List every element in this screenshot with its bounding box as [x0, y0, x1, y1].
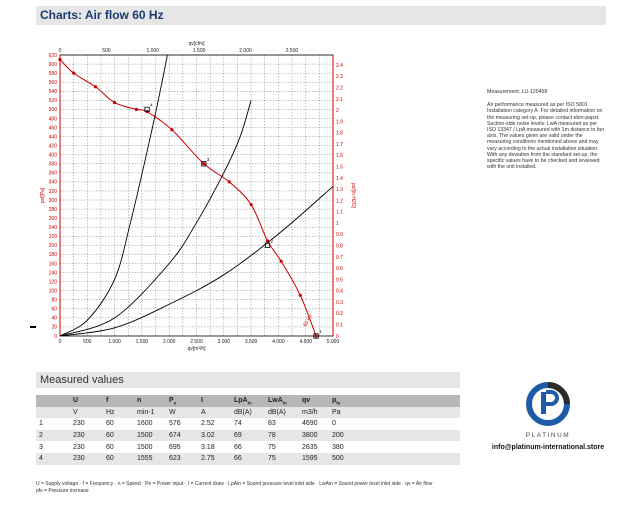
fan-curve-point: [228, 180, 231, 183]
table-cell: 2.52: [201, 420, 215, 428]
header-cell-speed: n: [134, 395, 166, 407]
y-right-tick-label: 1.6: [336, 153, 343, 160]
y-left-tick-label: 580: [48, 70, 57, 77]
fan-curve-point: [202, 162, 205, 165]
y-right-tick-label: 1.5: [336, 164, 343, 171]
x-top-tick-label: 2.000: [239, 48, 252, 54]
y-right-tick-label: 1.2: [336, 198, 343, 205]
chart-section-header: [36, 6, 606, 25]
table-cell: 3: [39, 443, 43, 451]
unit-cell: Hz: [103, 407, 134, 419]
y-right-tick-label: 0.8: [336, 243, 343, 250]
y-left-tick-label: 120: [48, 279, 57, 286]
table-cell: 230: [73, 443, 85, 451]
table-cell: 500: [329, 453, 460, 465]
table-row: [36, 430, 460, 442]
header-cell-lwa: LwA$_{in}$: [265, 395, 299, 407]
platinum-logo: [487, 380, 609, 460]
y-right-tick-label: 1.3: [336, 187, 343, 194]
fan-curve-point: [94, 85, 97, 88]
x-bottom-axis-label: qv[m³/h]: [187, 346, 206, 352]
y-left-tick-label: 220: [48, 234, 57, 241]
fan-curve-point: [299, 294, 302, 297]
y-right-tick-label: 0.2: [336, 311, 343, 318]
table-cell: 1500: [134, 430, 166, 442]
x-bottom-tick-label: 2.500: [190, 339, 203, 345]
table-row: [36, 441, 460, 453]
x-bottom-tick-label: 2.000: [162, 339, 176, 345]
y-left-tick-label: 140: [48, 270, 57, 277]
x-top-axis-label: qv[cfm]: [188, 41, 205, 47]
logo-email: info@platinum-international.store: [491, 444, 605, 451]
y-right-tick-label: 1.4: [336, 175, 343, 182]
header-cell-lpa: LpA$_{in}$: [231, 395, 265, 407]
footnote-line-2: pfs = Pressure increase: [36, 488, 89, 494]
table-cell: 674: [166, 430, 198, 442]
table-cell: 1600: [137, 420, 153, 428]
page-title: Charts: Air flow 60 Hz: [40, 8, 164, 22]
table-cell: 1: [39, 420, 43, 428]
table-cell: 2: [36, 430, 70, 442]
y-left-tick-label: 300: [48, 197, 57, 204]
y-right-tick-label: 2: [336, 108, 339, 115]
measured-values-table: [36, 395, 460, 465]
table-cell: 60: [106, 443, 114, 451]
y-left-tick-label: 20: [51, 324, 57, 331]
table-row: [36, 453, 460, 465]
logo-mark-icon: [487, 380, 609, 432]
header-cell-frequency: f: [103, 395, 134, 407]
x-top-tick-label: 1.000: [146, 48, 160, 54]
measurement-id: Measurement: LU-120458: [487, 89, 548, 95]
y-left-tick-label: 180: [48, 252, 57, 259]
y-right-tick-label: 0.9: [336, 232, 343, 239]
table-cell: 66: [231, 453, 265, 465]
table-cell: 60: [103, 430, 134, 442]
fan-curve-point: [58, 58, 61, 61]
y-left-tick-label: 60: [51, 306, 57, 313]
y-left-tick-label: 240: [48, 225, 57, 232]
x-bottom-tick-label: 500: [83, 339, 92, 345]
operating-point-label: 3: [206, 156, 210, 162]
y-left-tick-label: 40: [51, 315, 57, 322]
margin-dash: [30, 326, 36, 328]
y-right-tick-label: 0.1: [336, 322, 343, 329]
table-cell: 230: [70, 430, 103, 442]
unit-cell: dB(A): [231, 407, 265, 419]
y-left-tick-label: 560: [48, 79, 57, 86]
x-bottom-tick-label: 0: [58, 339, 62, 345]
y-left-tick-label: 460: [48, 125, 57, 132]
x-bottom-tick-label: 1.000: [108, 339, 121, 345]
table-cell: 4690: [302, 420, 318, 428]
table-cell: 1595: [299, 453, 329, 465]
unit-cell: A: [198, 407, 231, 419]
measurement-info: [487, 89, 605, 170]
airflow-chart: [0, 28, 360, 362]
y-left-tick-label: 440: [48, 134, 57, 141]
header-cell-airflow: qv: [299, 395, 329, 407]
y-left-tick-label: 80: [51, 297, 57, 304]
y-left-tick-label: 160: [48, 261, 57, 268]
unit-cell: V: [70, 407, 103, 419]
measurement-notes: Air performance measured as per ISO 5801 Installation category A. For detailed information on the measuring set-up, please contact ebm-papst. Suction-side noise levels: LwA measured as per ISO 13347 / LpA measured with 1m distance to fan axis. The values given are valid under the measuring conditions mentioned above and may vary according to the actual installation situation. With any deviation from the standard set-up, the specific values have to be checked and reviewed with the unit installed.: [487, 102, 605, 171]
y-left-tick-label: 260: [48, 215, 57, 222]
header-cell-voltage: U: [70, 395, 103, 407]
table-cell: 4: [36, 453, 70, 465]
fan-curve-point: [135, 108, 138, 111]
table-cell: 74: [234, 420, 242, 428]
table-cell: 83: [268, 420, 276, 428]
y-right-tick-label: 0.3: [336, 299, 343, 306]
y-left-tick-label: 340: [48, 179, 57, 186]
table-cell: 2635: [302, 443, 318, 451]
y-left-tick-label: 100: [48, 288, 57, 295]
x-bottom-tick-label: 4.500: [299, 339, 312, 345]
table-cell: 75: [268, 443, 276, 451]
table-cell: 69: [231, 430, 265, 442]
x-top-tick-label: 1.500: [192, 48, 206, 54]
measured-values-title: Measured values: [40, 374, 124, 386]
fan-curve-point: [170, 128, 173, 131]
y-right-tick-label: 1.8: [336, 130, 343, 137]
table-cell: 695: [169, 443, 181, 451]
curve-label: 60 Hz: [302, 313, 314, 328]
y-left-tick-label: 280: [48, 206, 57, 213]
y-left-tick-label: 480: [48, 116, 57, 123]
fan-curve-point: [72, 72, 75, 75]
table-cell: 66: [234, 443, 242, 451]
table-cell: 576: [169, 420, 181, 428]
footnote-line-1: U = Supply voltage · f = Frequency · n = Speed · Pe = Power input · I = Current draw · LpAin = Sound pressure level inlet side · LwAin = Sound power level inlet side · qv = Air flow: [36, 481, 433, 487]
table-cell: 0: [332, 420, 336, 428]
table-header-row: [36, 395, 460, 407]
y-left-tick-label: 500: [48, 107, 57, 114]
y-right-tick-label: 1.1: [336, 209, 343, 216]
y-left-tick-label: 620: [48, 52, 57, 59]
table-cell: 1500: [137, 443, 153, 451]
header-cell: [36, 395, 70, 407]
table-cell: 3.18: [201, 443, 215, 451]
table-cell: 623: [166, 453, 198, 465]
y-right-tick-label: 2.4: [336, 62, 343, 69]
y-left-tick-label: 520: [48, 98, 57, 105]
x-bottom-tick-label: 1.500: [135, 339, 149, 345]
unit-cell: Pa: [329, 407, 460, 419]
y-right-tick-label: 2.2: [336, 85, 343, 92]
y-right-tick-label: 0.4: [336, 288, 343, 295]
table-cell: 3.02: [198, 430, 231, 442]
table-cell: 230: [70, 453, 103, 465]
operating-point-label: 2: [270, 238, 273, 244]
y-left-tick-label: 320: [48, 188, 57, 195]
table-cell: 200: [329, 430, 460, 442]
y-right-tick-label: 0.6: [336, 266, 343, 273]
unit-cell: min-1: [134, 407, 166, 419]
fan-curve-point: [250, 203, 253, 206]
y-right-tick-label: 2.1: [336, 96, 343, 103]
table-cell: 78: [265, 430, 299, 442]
table-cell: 60: [106, 420, 114, 428]
table-row: [36, 418, 460, 430]
x-top-tick-label: 500: [102, 48, 111, 54]
table-cell: 75: [265, 453, 299, 465]
unit-cell: W: [166, 407, 198, 419]
unit-cell: [36, 407, 70, 419]
operating-point-label: 4: [150, 102, 153, 108]
table-cell: 2.75: [198, 453, 231, 465]
header-cell-current: I: [198, 395, 231, 407]
fan-curve-point: [113, 101, 116, 104]
x-top-tick-label: 2.500: [285, 48, 299, 54]
y-right-tick-label: 1.7: [336, 141, 343, 148]
operating-point-label: 1: [319, 329, 322, 334]
unit-cell: dB(A): [265, 407, 299, 419]
table-unit-row: [36, 407, 460, 419]
x-top-tick-label: 0: [58, 48, 62, 54]
table-cell: 230: [73, 420, 85, 428]
y-left-tick-label: 420: [48, 143, 57, 150]
y-right-tick-label: 0.5: [336, 277, 343, 284]
y-left-tick-label: 200: [48, 243, 57, 250]
y-right-tick-label: 0: [336, 333, 339, 340]
y-left-tick-label: 360: [48, 170, 57, 177]
y-right-tick-label: 1: [336, 220, 339, 227]
y-left-tick-label: 540: [48, 89, 57, 96]
x-bottom-tick-label: 5.000: [326, 339, 340, 345]
table-cell: 3800: [299, 430, 329, 442]
x-bottom-tick-label: 3.000: [217, 339, 231, 345]
y-right-tick-label: 2.3: [336, 74, 343, 81]
table-cell: 380: [332, 443, 344, 451]
y-left-tick-label: 400: [48, 152, 57, 159]
header-cell-pressure: $p_{fs}$: [329, 395, 460, 407]
x-bottom-tick-label: 4.000: [272, 339, 285, 345]
y-left-tick-label: 380: [48, 161, 57, 168]
y-left-tick-label: 600: [48, 61, 57, 68]
table-cell: 60: [103, 453, 134, 465]
y-right-tick-label: 0.7: [336, 254, 343, 261]
header-cell-power: $P_e$: [166, 395, 198, 407]
table-cell: 1555: [134, 453, 166, 465]
chart-series: [58, 46, 333, 338]
y-right-tick-label: 1.9: [336, 119, 343, 126]
x-bottom-tick-label: 3.500: [244, 339, 258, 345]
fan-curve-point: [314, 334, 317, 337]
chart-grid: [60, 55, 333, 336]
y-left-tick-label: 0: [54, 333, 57, 340]
measured-values-header: [36, 372, 460, 388]
unit-cell: m3/h: [299, 407, 329, 419]
y-left-axis-label: psf[Pa]: [40, 187, 46, 204]
fan-curve-point: [280, 260, 283, 263]
logo-brand: PLATINUM: [525, 432, 571, 439]
table-footnote: [36, 481, 460, 495]
y-right-axis-label: psf[in H2O]: [350, 182, 356, 209]
